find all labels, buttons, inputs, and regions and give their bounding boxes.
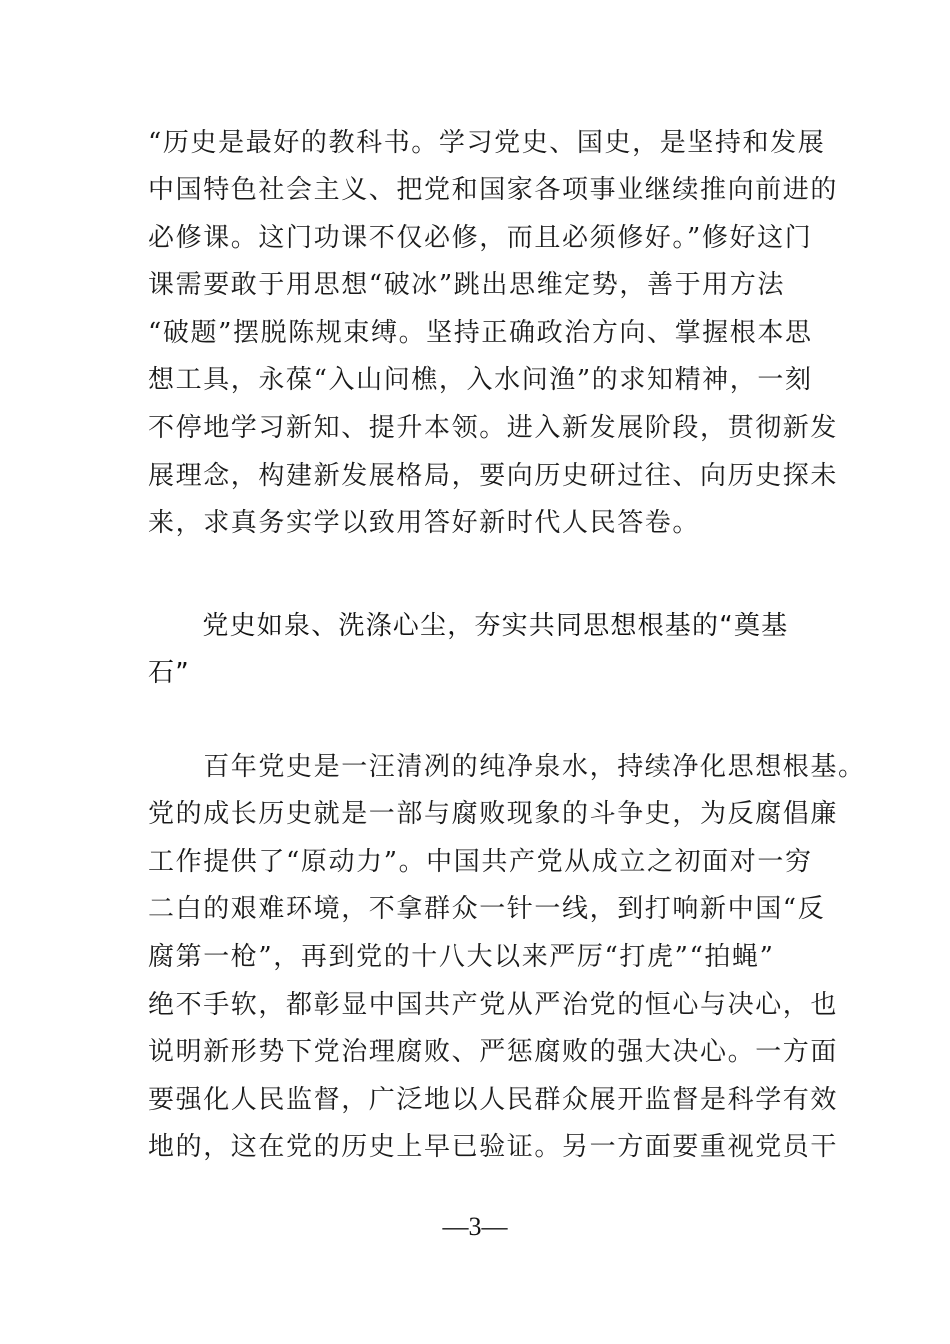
paragraph-line: 党的成长历史就是一部与腐败现象的斗争史，为反腐倡廉 — [148, 799, 839, 829]
paragraph-line: 百年党史是一汪清冽的纯净泉水，持续净化思想根基。 — [148, 752, 866, 782]
paragraph-line: 说明新形势下党治理腐败、严惩腐败的强大决心。一方面 — [148, 1037, 839, 1067]
section-heading-line: 党史如泉、洗涤心尘，夯实共同思想根基的“奠基 — [148, 611, 789, 641]
paragraph-line: 绝不手软，都彰显中国共产党从严治党的恒心与决心，也 — [148, 990, 839, 1020]
paragraph-line: 工作提供了“原动力”。中国共产党从成立之初面对一穷 — [148, 847, 813, 877]
paragraph-line: “破题”摆脱陈规束缚。坚持正确政治方向、掌握根本思 — [148, 318, 813, 348]
paragraph-line: 腐第一枪”，再到党的十八大以来严厉“打虎”“拍蝇” — [148, 942, 775, 972]
paragraph-line: 要强化人民监督，广泛地以人民群众展开监督是科学有效 — [148, 1085, 839, 1115]
paragraph-line: 来，求真务实学以致用答好新时代人民答卷。 — [148, 508, 701, 538]
paragraph-line: 课需要敢于用思想“破冰”跳出思维定势，善于用方法 — [148, 270, 785, 300]
section-heading-line: 石” — [148, 658, 190, 688]
paragraph-line: 想工具，永葆“入山问樵，入水问渔”的求知精神，一刻 — [148, 365, 813, 395]
paragraph-line: 中国特色社会主义、把党和国家各项事业继续推向前进的 — [148, 175, 839, 205]
paragraph-line: 展理念，构建新发展格局，要向历史研过往、向历史探未 — [148, 461, 839, 491]
paragraph-line: 二白的艰难环境，不拿群众一针一线，到打响新中国“反 — [148, 894, 826, 924]
paragraph-line: “历史是最好的教科书。学习党史、国史，是坚持和发展 — [148, 128, 826, 158]
paragraph-line: 不停地学习新知、提升本领。进入新发展阶段，贯彻新发 — [148, 413, 839, 443]
paragraph-line: 地的，这在党的历史上早已验证。另一方面要重视党员干 — [148, 1132, 839, 1162]
page-number: —3— — [442, 1212, 508, 1241]
paragraph-line: 必修课。这门功课不仅必修，而且必须修好。”修好这门 — [148, 223, 813, 253]
